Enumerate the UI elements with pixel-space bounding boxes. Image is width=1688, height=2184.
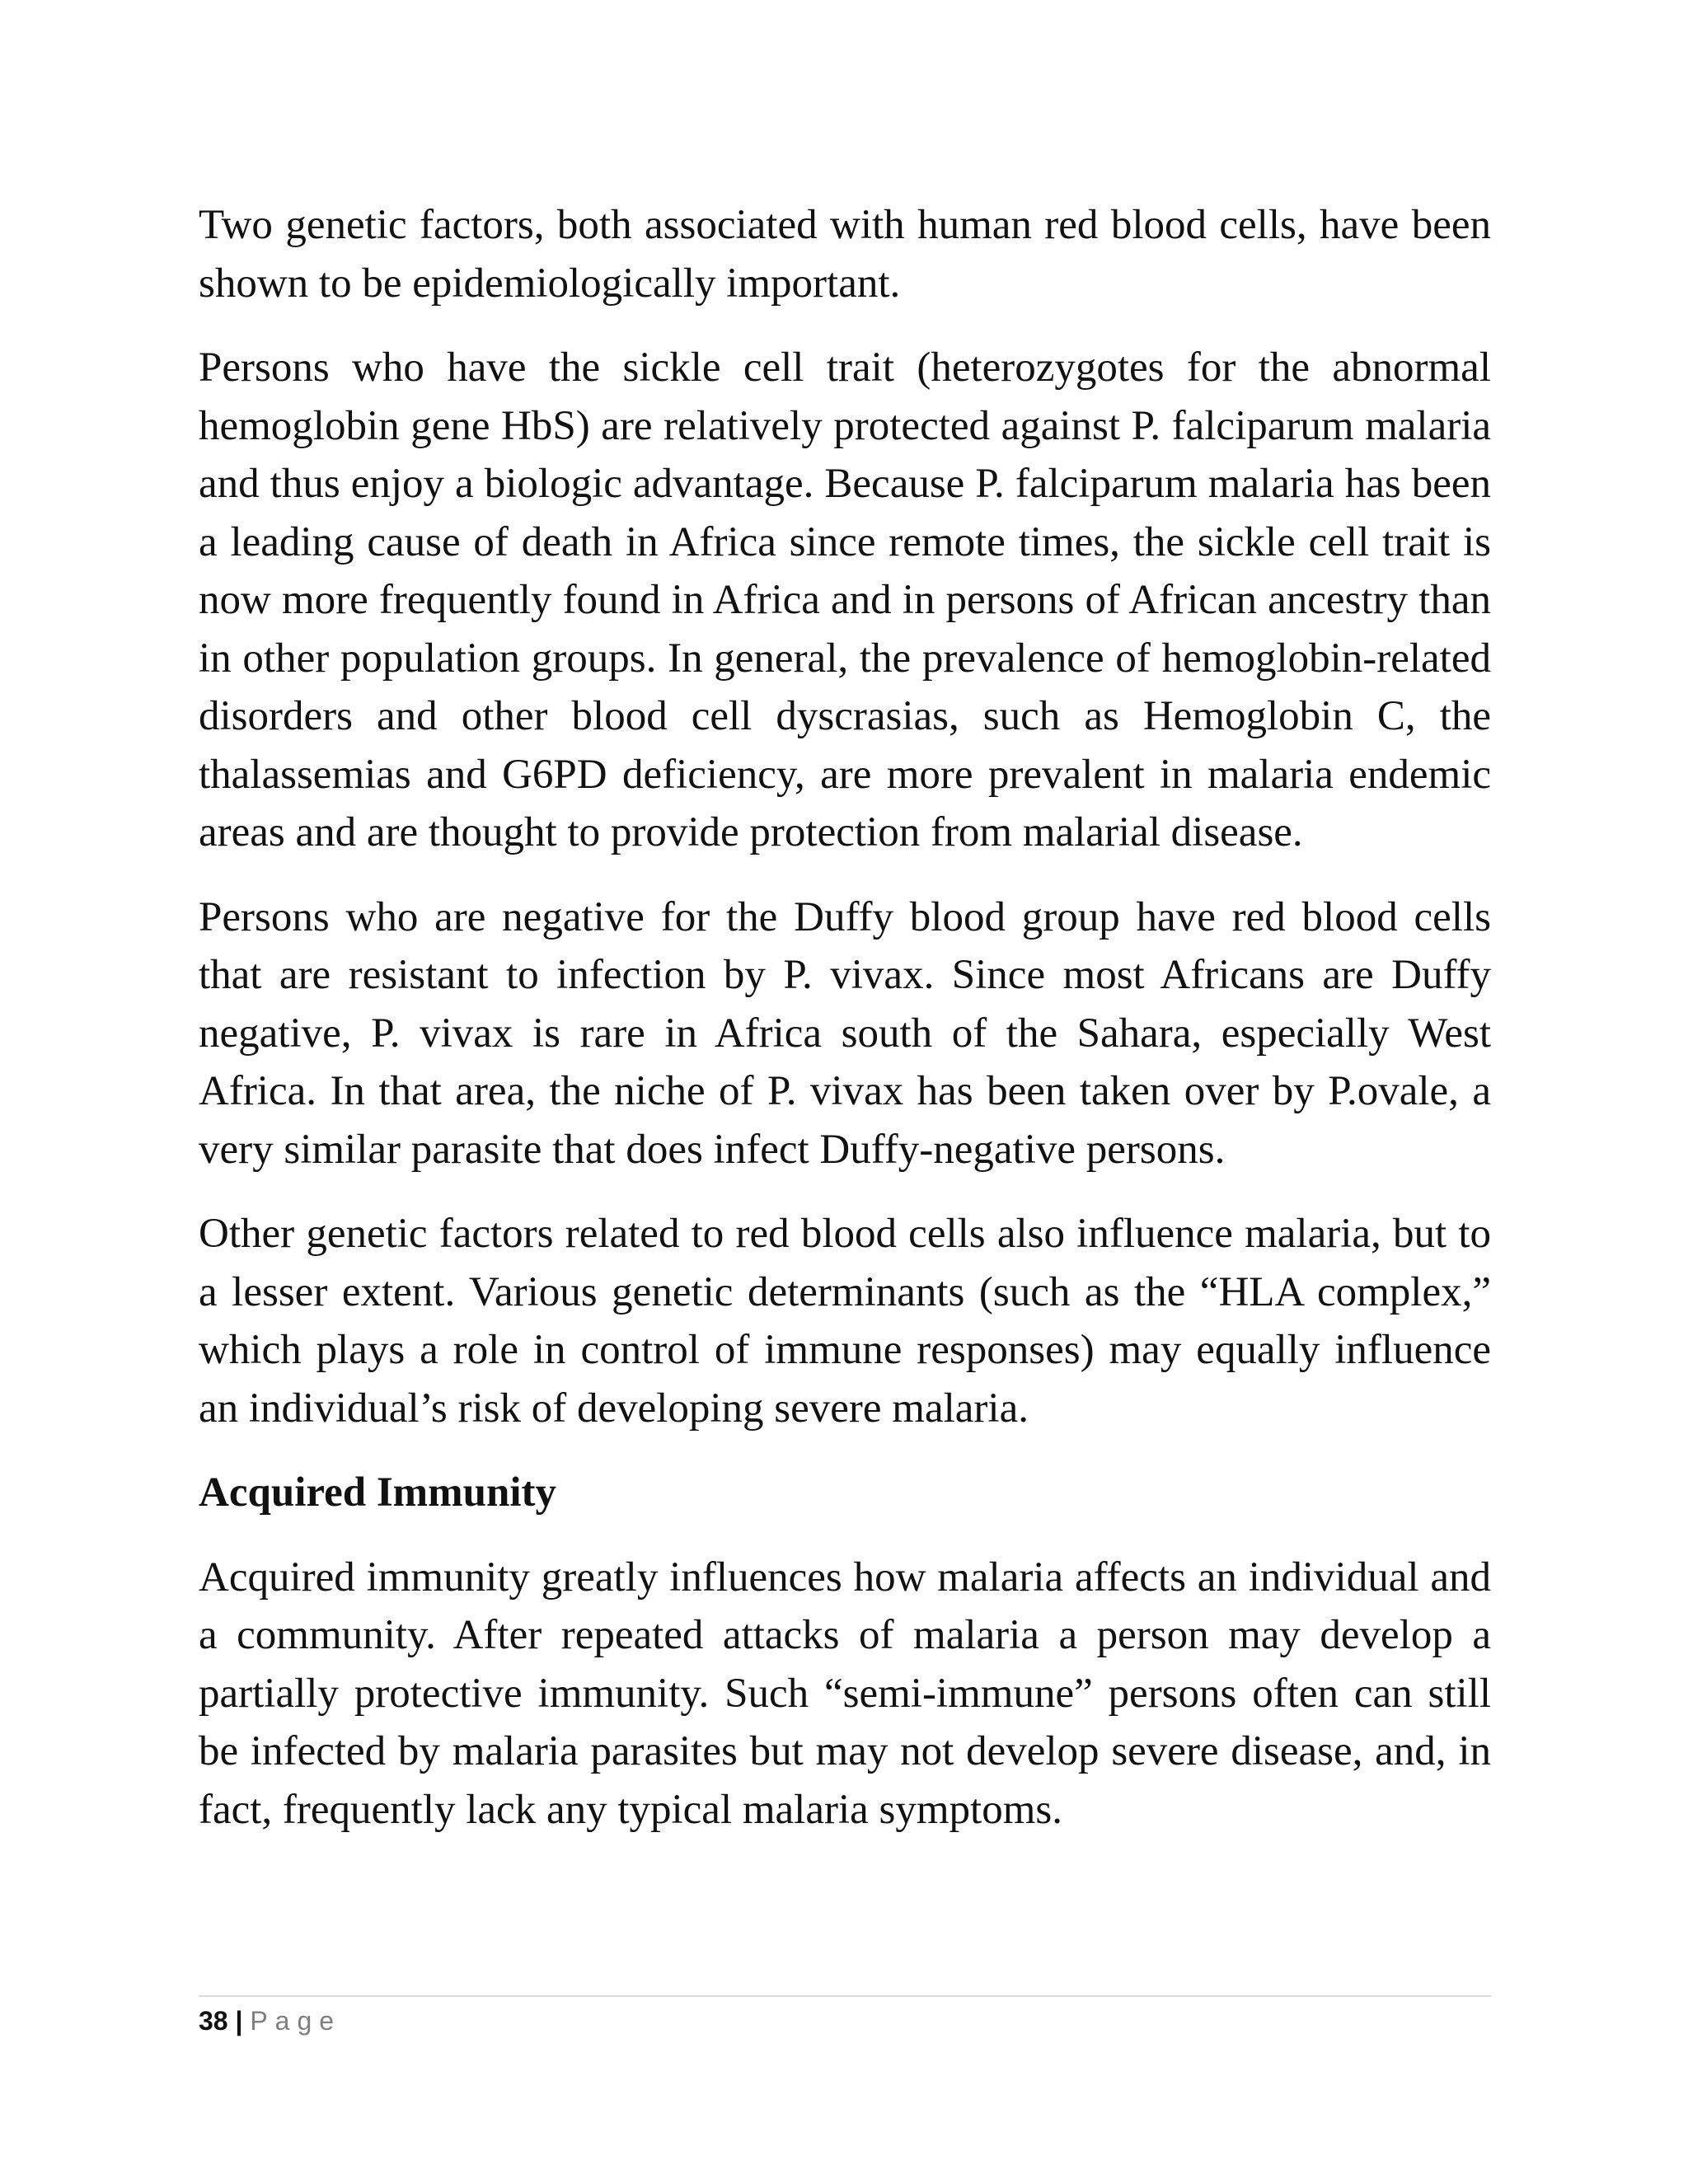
page-body bbox=[199, 196, 1491, 1865]
paragraph-acquired-immunity: Acquired immunity greatly influences how malaria affects an individual and a community. After repeated attacks of malaria a person may develop a partially protective immunity. Such “semi-immune” persons often can still be infected by malaria parasites but may not develop severe disease, and, in fact, frequently lack any typical malaria symptoms. bbox=[199, 1554, 1491, 1833]
section-heading: Acquired Immunity bbox=[199, 1469, 557, 1516]
paragraph-other-factors: Other genetic factors related to red blood cells also influence malaria, but to a lesser extent. Various genetic determinants (such as the “HLA complex,” which plays a role in control of immune responses) may equally influence an individual’s risk of developing severe malaria. bbox=[199, 1211, 1491, 1432]
footer-divider bbox=[199, 1995, 1491, 1997]
footer-separator: | bbox=[235, 2006, 243, 2036]
page-footer bbox=[199, 2004, 341, 2037]
paragraph-genetic-factors: Two genetic factors, both associated with human red blood cells, have been shown to be epidemiologically important. bbox=[199, 202, 1491, 307]
page-number: 38 bbox=[199, 2006, 228, 2036]
page-label: Page bbox=[250, 2006, 342, 2036]
paragraph-sickle-cell: Persons who have the sickle cell trait (heterozygotes for the abnormal hemoglobin gene HbS) are relatively protected against P. falciparum malaria and thus enjoy a biologic advantage. Because P. falciparum malaria has been a leading cause of death in Africa since remote times, the sickle cell trait is now more frequently found in Africa and in persons of African ancestry than in other population groups. In general, the prevalence of hemoglobin-related disorders and other blood cell dyscrasias, such as Hemoglobin C, the thalassemias and G6PD deficiency, are more prevalent in malaria endemic areas and are thought to provide protection from malarial disease. bbox=[199, 344, 1491, 855]
paragraph-duffy: Persons who are negative for the Duffy blood group have red blood cells that are resistant to infection by P. vivax. Since most Africans are Duffy negative, P. vivax is rare in Africa south of the Sahara, especially West Africa. In that area, the niche of P. vivax has been taken over by P.ovale, a very similar parasite that does infect Duffy-negative persons. bbox=[199, 893, 1491, 1173]
